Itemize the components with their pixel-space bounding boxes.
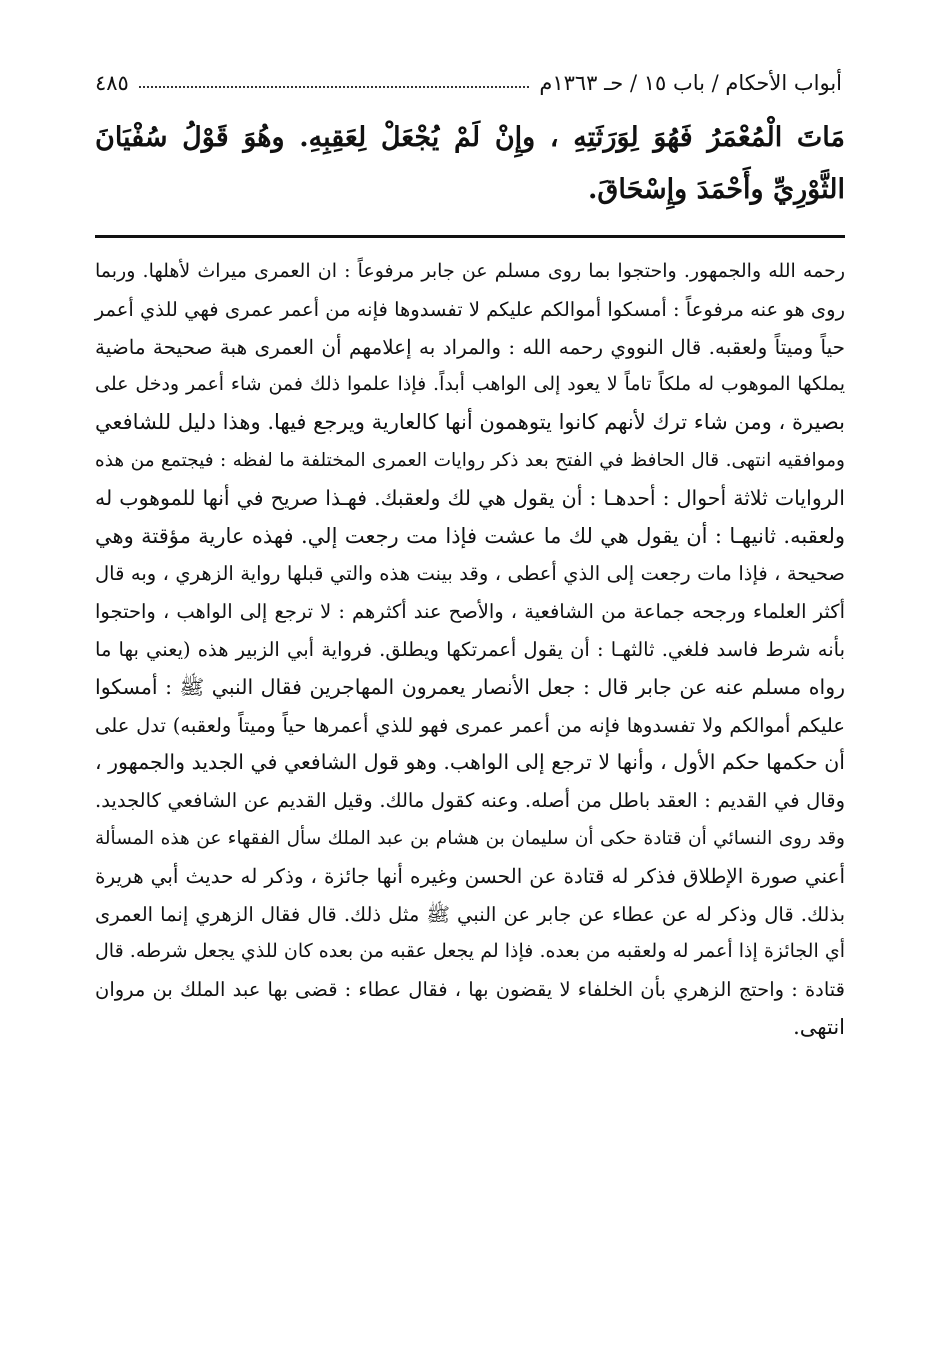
leader-dots [139,86,529,88]
commentary-line: أكثر العلماء ورجحه جماعة من الشافعية ، والأصح عند أكثرهم : لا ترجع إلى الواهب ، واحتجوا [95,600,845,624]
commentary-line: بصيرة ، ومن شاء ترك لأنهم كانوا يتوهمون أنها كالعارية ويرجع فيها. وهذا دليل للشافعي [95,410,845,435]
commentary-line: أعني صورة الإطلاق فذكر له قتادة عن الحسن وغيره أنها جائزة ، وذكر له حديث أبي هريرة [95,863,845,888]
commentary-line: روى هو عنه مرفوعاً : أمسكوا أموالكم عليكم لا تفسدوها فإنه من أعمر عمرى فهي للذي أعمر [94,297,845,321]
commentary-line: وموافقيه انتهى. قال الحافظ في الفتح بعد ذكر روايات العمرى المختلفة ما لفظه : فيجتمع من هذه [95,449,845,471]
footnote-divider [95,235,845,238]
page-number: ٤٨٥ [95,71,129,95]
commentary-line: حياً وميتاً ولعقبه. قال النووي رحمه الله : والمراد به إعلامهم أن العمرى هبة صحيحة ماضية [95,334,845,359]
commentary-line: عليكم أموالكم ولا تفسدوها فإنه من أعمر عمرى فهو للذي أعمرها حياً وميتاً ولعقبه) تدل على [95,713,845,737]
commentary-line: صحيحة ، فإذا مات رجعت إلى الذي أعطى ، وقد بينت هذه والتي قبلها رواية الزهري ، وبه قال [95,562,845,586]
commentary-line: رواه مسلم عنه عن جابر قال : جعل الأنصار يعمرون المهاجرين فقال النبي ﷺ : أمسكوا [95,674,845,699]
commentary-line: أي الجائزة إذا أعمر له ولعقبه من بعده. فإذا لم يجعل عقبه من بعده كان للذي يجعل شرطه. قال [95,940,845,963]
commentary-line: انتهى. [793,1014,845,1039]
commentary-line: يملكها الموهوب له ملكاً تاماً لا يعود إلى الواهب أبداً. فإذا علموا ذلك فمن شاء أعمر ودخل على [95,373,845,396]
commentary-line: بذلك. قال وذكر له عن عطاء عن جابر عن النبي ﷺ مثل ذلك. قال فقال الزهري إنما العمرى [95,902,845,926]
running-header [95,66,842,100]
running-title: أبواب الأحكام / باب ١٥ / حـ ١٣٦٣م [539,71,842,95]
hadith-text: مَاتَ الْمُعْمَرُ فَهُوَ لِوَرَثَتِهِ ، وإِنْ لَمْ يُجْعَلْ لِعَقِبِهِ. وهُوَ قَوْلُ سُفْيَانَ الثَّوْرِيِّ وأَحْمَدَ وإِسْحَاقَ. [95,122,845,205]
commentary-line: قتادة : واحتج الزهري بأن الخلفاء لا يقضون بها ، فقال عطاء : قضى بها عبد الملك بن مروان [95,978,845,1002]
commentary-line: وقد روى النسائي أن قتادة حكى أن سليمان بن هشام بن عبد الملك سأل الفقهاء عن هذه المسألة [95,827,845,849]
commentary-block [95,253,845,1047]
commentary-line: رحمه الله والجمهور. واحتجوا بما روى مسلم عن جابر مرفوعاً : ان العمرى ميراث لأهلها. وربما [95,260,845,282]
commentary-line: وقال في القديم : العقد باطل من أصله. وعنه كقول مالك. وقيل القديم عن الشافعي كالجديد. [95,789,845,813]
commentary-line: بأنه شرط فاسد فلغي. ثالثهـا : أن يقول أعمرتكها ويطلق. فرواية أبي الزبير هذه (يعني بها ما [95,637,845,661]
commentary-line: الروايات ثلاثة أحوال : أحدهـا : أن يقول هي لك ولعقبك. فهـذا صريح في أنها للموهوب له [95,485,845,510]
commentary-line: ولعقبه. ثانيهـا : أن يقول هي لك ما عشت فإذا مت رجعت إلي. فهذه عارية مؤقتة وهي [95,523,845,548]
commentary-line: أن حكمها حكم الأول ، وأنها لا ترجع إلى الواهب. وهو قول الشافعي في الجديد والجمهور ، [95,750,845,775]
